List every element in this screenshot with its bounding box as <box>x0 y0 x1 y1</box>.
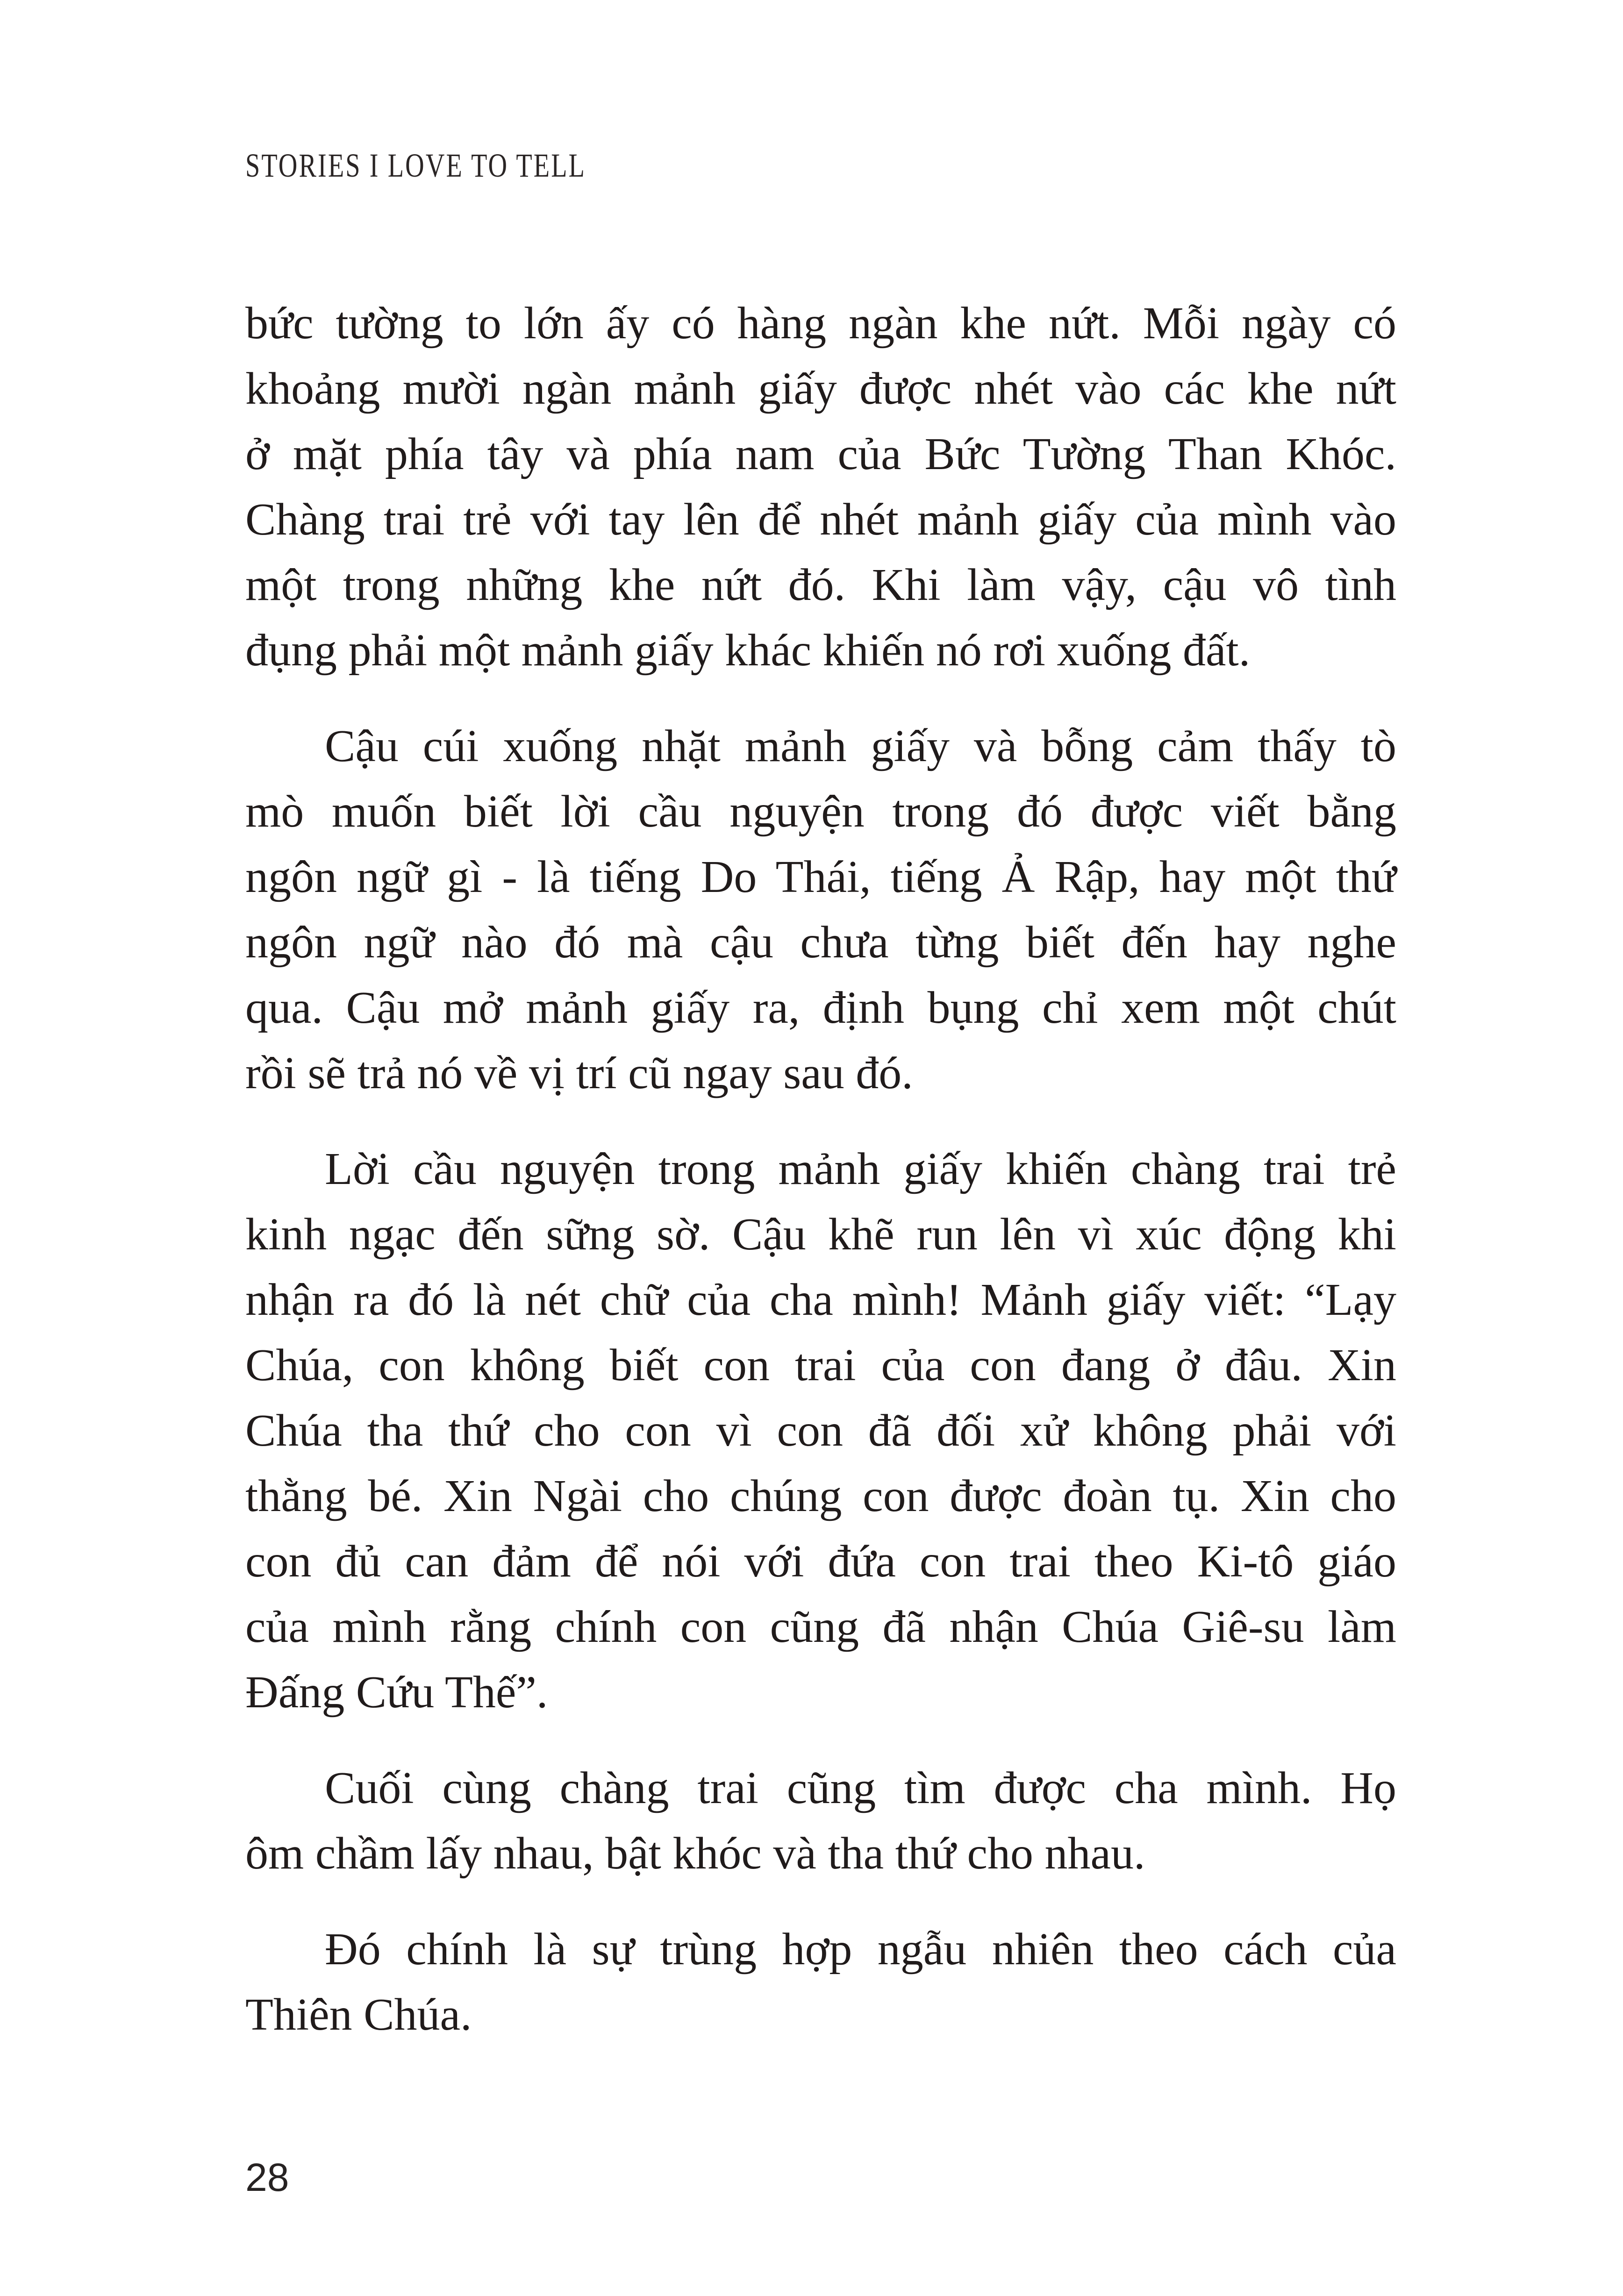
text-line: Cuối cùng chàng trai cũng tìm được cha mình. Họ <box>325 1763 1396 1813</box>
text-line: khoảng mười ngàn mảnh giấy được nhét vào các khe nứt <box>245 364 1396 414</box>
text-line: bức tường to lớn ấy có hàng ngàn khe nứt. Mỗi ngày có <box>245 298 1396 349</box>
text-line: ngôn ngữ nào đó mà cậu chưa từng biết đến hay nghe <box>245 917 1396 968</box>
text-line: Lời cầu nguyện trong mảnh giấy khiến chàng trai trẻ <box>325 1144 1396 1194</box>
text-line: con đủ can đảm để nói với đứa con trai theo Ki-tô giáo <box>245 1536 1396 1587</box>
body-text <box>245 291 1396 2047</box>
text-line: ngôn ngữ gì - là tiếng Do Thái, tiếng Ả Rập, hay một thứ <box>245 852 1396 902</box>
page-number: 28 <box>245 2155 289 2199</box>
text-line: kinh ngạc đến sững sờ. Cậu khẽ run lên vì xúc động khi <box>245 1209 1396 1260</box>
text-line: một trong những khe nứt đó. Khi làm vậy, cậu vô tình <box>245 560 1396 610</box>
paragraph <box>245 1755 1396 1886</box>
text-line: Thiên Chúa. <box>245 1989 472 2040</box>
text-line: của mình rằng chính con cũng đã nhận Chúa Giê-su làm <box>245 1602 1396 1652</box>
text-line: Chúa, con không biết con trai của con đang ở đâu. Xin <box>245 1340 1396 1390</box>
paragraph <box>245 1917 1396 2047</box>
text-line: Chúa tha thứ cho con vì con đã đối xử không phải với <box>245 1405 1396 1456</box>
text-line: nhận ra đó là nét chữ của cha mình! Mảnh giấy viết: “Lạy <box>245 1275 1396 1325</box>
text-line: rồi sẽ trả nó về vị trí cũ ngay sau đó. <box>245 1048 913 1098</box>
text-line: đụng phải một mảnh giấy khác khiến nó rơi xuống đất. <box>245 625 1251 676</box>
paragraph <box>245 713 1396 1106</box>
text-line: Chàng trai trẻ với tay lên để nhét mảnh giấy của mình vào <box>245 494 1396 545</box>
text-line: Đó chính là sự trùng hợp ngẫu nhiên theo cách của <box>325 1924 1396 1975</box>
text-line: ôm chầm lấy nhau, bật khóc và tha thứ cho nhau. <box>245 1828 1145 1879</box>
text-line: ở mặt phía tây và phía nam của Bức Tường Than Khóc. <box>245 429 1396 479</box>
paragraph <box>245 291 1396 683</box>
text-line: thằng bé. Xin Ngài cho chúng con được đoàn tụ. Xin cho <box>245 1471 1396 1521</box>
paragraph <box>245 1136 1396 1725</box>
running-header: STORIES I LOVE TO TELL <box>245 147 586 184</box>
text-line: qua. Cậu mở mảnh giấy ra, định bụng chỉ xem một chút <box>245 983 1396 1033</box>
text-line: Đấng Cứu Thế”. <box>245 1667 548 1718</box>
text-line: mò muốn biết lời cầu nguyện trong đó được viết bằng <box>245 786 1396 837</box>
text-line: Cậu cúi xuống nhặt mảnh giấy và bỗng cảm thấy tò <box>325 721 1396 771</box>
